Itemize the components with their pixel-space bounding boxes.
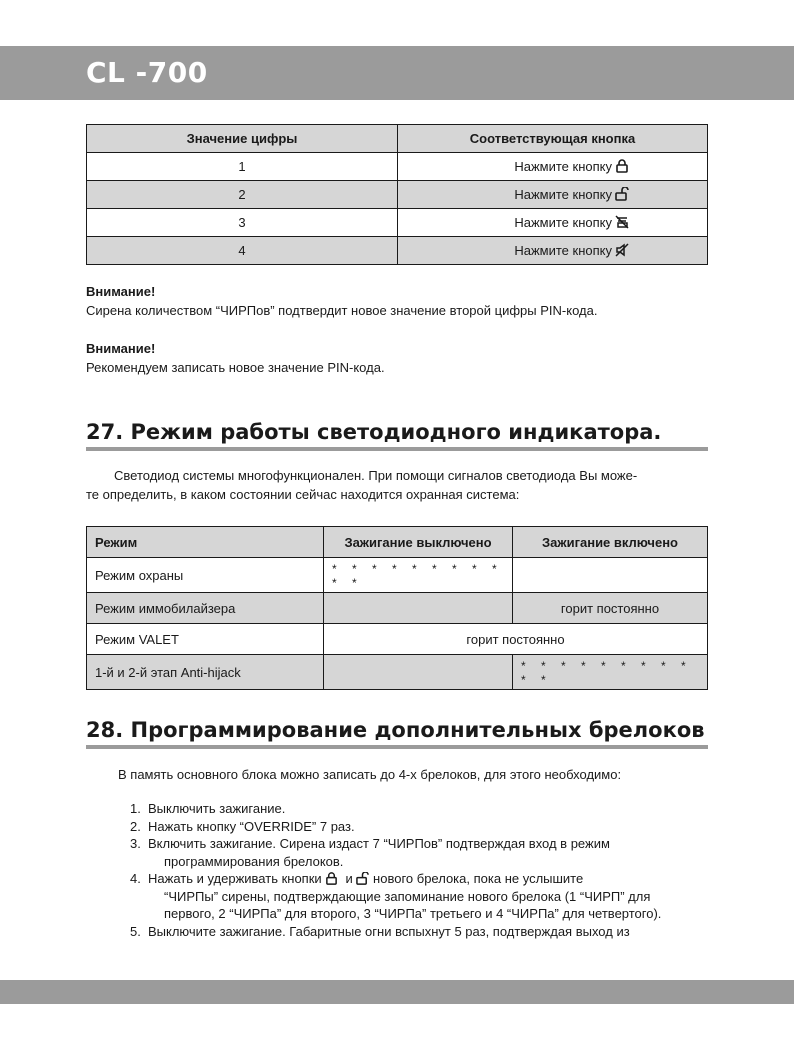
button-cell	[398, 237, 708, 265]
step-number: 2.	[130, 818, 141, 834]
ignition-on-cell	[513, 558, 708, 593]
note-heading: Внимание!	[86, 341, 156, 356]
step-number: 4.	[130, 871, 141, 886]
table-row	[87, 237, 708, 265]
table-row	[87, 655, 708, 690]
mode-cell: Режим VALET	[87, 624, 324, 655]
column-header: Зажигание включено	[513, 527, 708, 558]
intro-line: Светодиод системы многофункционален. При помощи сигналов светодиода Вы може-	[114, 468, 638, 483]
note-heading: Внимание!	[86, 284, 156, 299]
mode-cell: Режим иммобилайзера	[87, 593, 324, 624]
button-cell	[398, 209, 708, 237]
step-text: нового брелока, пока не услышите	[373, 871, 584, 886]
led-mode-table	[86, 526, 708, 690]
ignition-on-cell: * * * * * * * * * * *	[513, 655, 708, 690]
table-row	[87, 181, 708, 209]
lock-open-icon	[615, 187, 629, 201]
table-row	[87, 209, 708, 237]
mode-cell: Режим охраны	[87, 558, 324, 593]
steps-list	[118, 800, 718, 940]
list-item	[118, 870, 718, 923]
step-text: Нажать и удерживать кнопки	[148, 871, 322, 886]
digit-cell: 2	[87, 181, 398, 209]
ignition-off-cell	[324, 655, 513, 690]
table-header-row	[87, 125, 708, 153]
note-text: Рекомендуем записать новое значение PIN-кода.	[86, 360, 385, 375]
button-cell	[398, 181, 708, 209]
step-text: программирования брелоков.	[164, 853, 344, 869]
ignition-on-cell: горит постоянно	[513, 593, 708, 624]
table-row	[87, 558, 708, 593]
table-header-row	[87, 527, 708, 558]
step-text: Выключить зажигание.	[148, 801, 286, 816]
list-item	[118, 800, 718, 818]
section-27-heading: 27. Режим работы светодиодного индикатора.	[86, 420, 708, 451]
pin-digit-table	[86, 124, 708, 265]
column-header: Режим	[87, 527, 324, 558]
both-ignition-cell: горит постоянно	[324, 624, 708, 655]
page-title: CL -700	[86, 56, 208, 89]
lock-open-icon	[356, 872, 369, 885]
column-header: Зажигание выключено	[324, 527, 513, 558]
step-text: “ЧИРПы” сирены, подтверждающие запоминание нового брелока (1 “ЧИРП” для	[164, 888, 651, 904]
section-27-intro	[86, 466, 708, 504]
speaker-mute-icon	[615, 243, 629, 257]
list-item	[118, 923, 718, 941]
ignition-off-cell	[324, 593, 513, 624]
section-28-heading: 28. Программирование дополнительных брелоков	[86, 718, 708, 749]
footer-bar	[0, 980, 794, 1004]
button-label: Нажмите кнопку	[514, 159, 612, 174]
table-row	[87, 624, 708, 655]
step-text: первого, 2 “ЧИРПа” для второго, 3 “ЧИРПа” третьего и 4 “ЧИРПа” для четвертого).	[164, 906, 662, 921]
step-text: и	[345, 871, 353, 886]
lock-closed-icon	[615, 159, 629, 173]
column-header: Соответствующая кнопка	[398, 125, 708, 153]
digit-cell: 1	[87, 153, 398, 181]
header-bar	[0, 46, 794, 100]
section-28-intro: В память основного блока можно записать до 4-х брелоков, для этого необходимо:	[118, 767, 622, 782]
digit-cell: 4	[87, 237, 398, 265]
list-item	[118, 835, 718, 870]
table-row	[87, 593, 708, 624]
intro-line: те определить, в каком состоянии сейчас находится охранная система:	[86, 487, 520, 502]
digit-cell: 3	[87, 209, 398, 237]
step-text: Нажать кнопку “OVERRIDE” 7 раз.	[148, 818, 355, 834]
table-row	[87, 153, 708, 181]
step-number: 3.	[130, 836, 141, 851]
button-label: Нажмите кнопку	[514, 187, 612, 202]
step-text: Выключите зажигание. Габаритные огни вспыхнут 5 раз, подтверждая выход из	[148, 923, 630, 939]
mode-cell: 1-й и 2-й этап Anti-hijack	[87, 655, 324, 690]
button-cell	[398, 153, 708, 181]
button-label: Нажмите кнопку	[514, 215, 612, 230]
step-number: 1.	[130, 801, 141, 816]
list-item	[118, 818, 718, 836]
step-text: Включить зажигание. Сирена издаст 7 “ЧИРПов” подтверждая вход в режим	[148, 836, 610, 851]
step-number: 5.	[130, 923, 141, 939]
column-header: Значение цифры	[87, 125, 398, 153]
button-label: Нажмите кнопку	[514, 243, 612, 258]
step-text-line	[148, 870, 718, 888]
ignition-off-cell: * * * * * * * * * * *	[324, 558, 513, 593]
lock-closed-icon	[325, 872, 338, 885]
note-text: Сирена количеством “ЧИРПов” подтвердит новое значение второй цифры PIN-кода.	[86, 303, 598, 318]
no-siren-icon	[615, 215, 629, 229]
